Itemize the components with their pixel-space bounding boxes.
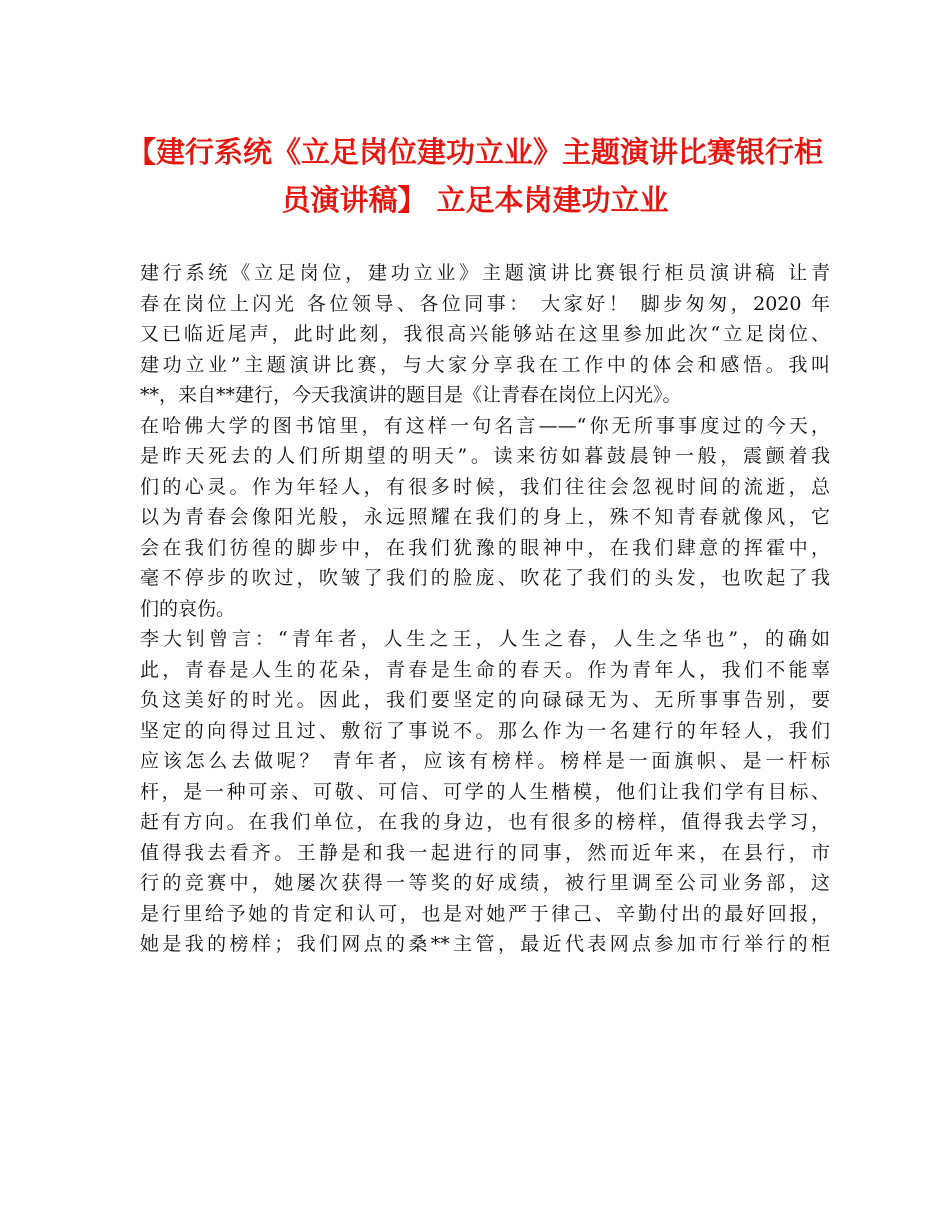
text-line: 以为青春会像阳光般，永远照耀在我们的身上，殊不知青春就像风，它: [140, 506, 830, 528]
text-line: 是行里给予她的肯定和认可，也是对她严于律己、辛勤付出的最好回报，: [140, 902, 830, 925]
text-line: 春在岗位上闪光 各位领导、各位同事： 大家好！ 脚步匆匆，2020 年: [140, 292, 830, 315]
text-line: 建功立业”主题演讲比赛，与大家分享我在工作中的体会和感悟。我叫: [140, 353, 830, 376]
text-line: 会在我们彷徨的脚步中，在我们犹豫的眼神中，在我们肆意的挥霍中，: [140, 536, 830, 559]
title-line: 员演讲稿】 立足本岗建功立业: [281, 183, 669, 217]
text-line: 们的哀伤。: [140, 597, 236, 620]
text-line: 她是我的榜样；我们网点的桑**主管，最近代表网点参加市行举行的柜: [140, 933, 830, 955]
text-line: 毫不停步的吹过，吹皱了我们的脸庞、吹花了我们的头发，也吹起了我: [140, 567, 830, 589]
text-line: **，来自**建行，今天我演讲的题目是《让青春在岗位上闪光》。: [140, 384, 682, 406]
text-line: 杆，是一种可亲、可敬、可信、可学的人生楷模，他们让我们学有目标、: [140, 780, 830, 803]
text-line: 是昨天死去的人们所期望的明天”。读来彷如暮鼓晨钟一般，震颤着我: [140, 445, 830, 467]
paragraph: [140, 258, 830, 411]
paragraph: [140, 411, 830, 625]
text-line: 值得我去看齐。王静是和我一起进行的同事，然而近年来，在县行，市: [140, 841, 830, 864]
text-line: 在哈佛大学的图书馆里，有这样一句名言——“你无所事事度过的今天，: [140, 414, 830, 437]
text-line: 坚定的向得过且过、敷衍了事说不。那么作为一名建行的年轻人，我们: [140, 719, 830, 742]
text-line: 们的心灵。作为年轻人，有很多时候，我们往往会忽视时间的流逝，总: [140, 475, 830, 498]
text-line: 此，青春是人生的花朵，青春是生命的春天。作为青年人，我们不能辜: [140, 658, 830, 681]
paragraph: [140, 624, 830, 960]
document-body: [140, 258, 830, 960]
text-line: 负这美好的时光。因此，我们要坚定的向碌碌无为、无所事事告别，要: [140, 689, 830, 711]
document-title: [100, 128, 850, 224]
text-line: 赶有方向。在我们单位，在我的身边，也有很多的榜样，值得我去学习，: [140, 811, 830, 833]
text-line: 建行系统《立足岗位，建功立业》主题演讲比赛银行柜员演讲稿 让青: [140, 262, 830, 284]
text-line: 李大钊曾言：“青年者，人生之王，人生之春，人生之华也”，的确如: [140, 628, 830, 650]
title-line: 【建行系统《立足岗位建功立业》主题演讲比赛银行柜: [126, 135, 823, 169]
text-line: 行的竞赛中，她屡次获得一等奖的好成绩，被行里调至公司业务部，这: [140, 872, 830, 894]
text-line: 应该怎么去做呢？ 青年者，应该有榜样。榜样是一面旗帜、是一杆标: [140, 750, 830, 772]
text-line: 又已临近尾声，此时此刻，我很高兴能够站在这里参加此次“立足岗位、: [140, 323, 830, 345]
